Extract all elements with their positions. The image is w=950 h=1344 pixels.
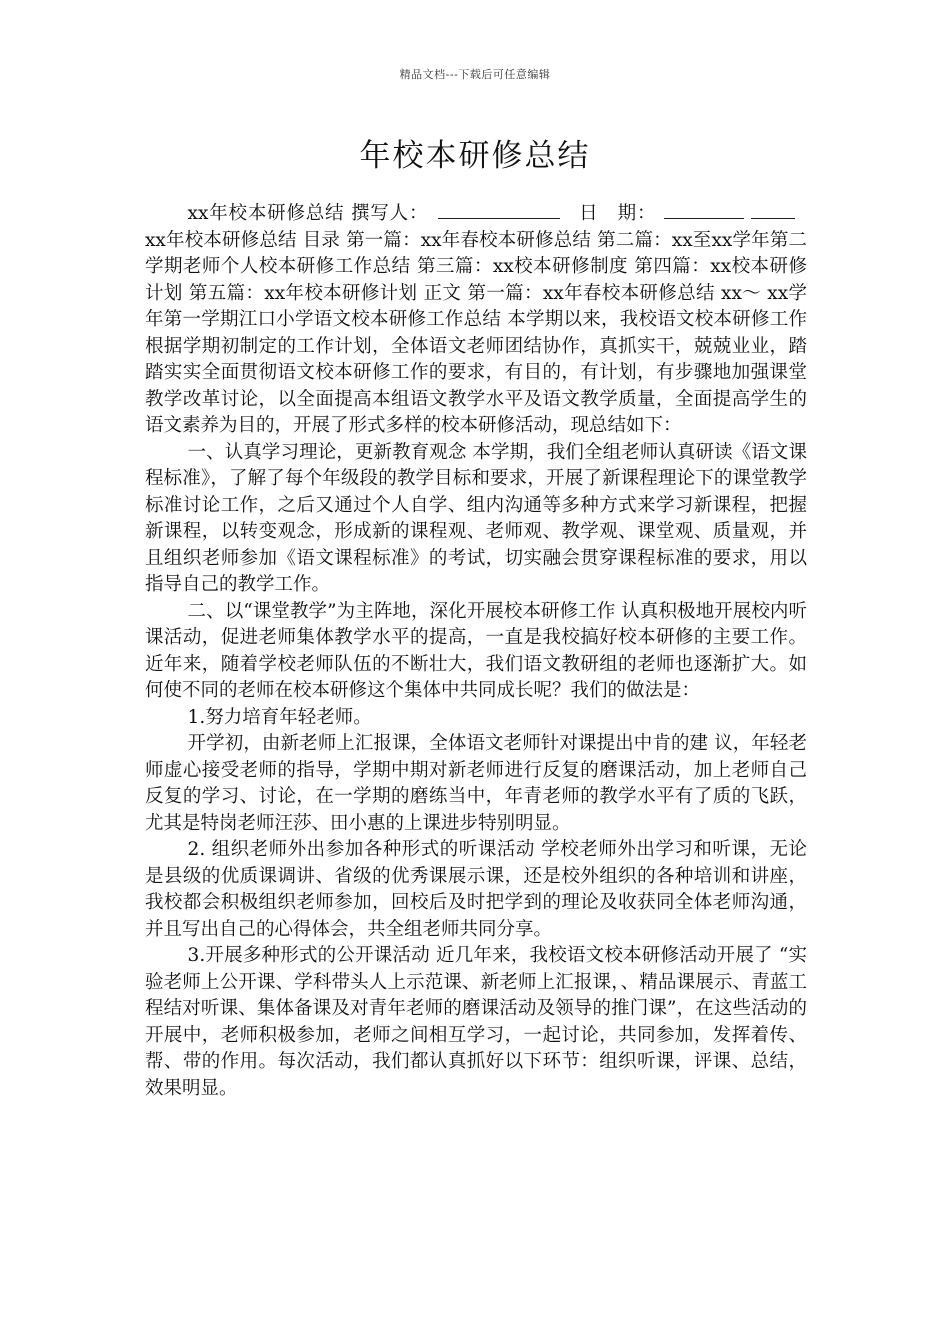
document-title: 年校本研修总结 [359, 138, 591, 174]
date-blank-line [664, 200, 744, 219]
body-paragraph-2: 二、以“课堂教学”为主阵地，深化开展校本研修工作 认真积极地开展校内听课活动，促进老师集体教学水平的提高，一直是我校搞好校本研修的主要工作。近年来，随着学校老师队伍的不断壮大，我们语文教研组的老师也逐渐扩大。如何使不同的老师在校本研修这个集体中共同成长呢？我们的做法是： [145, 600, 807, 701]
body-paragraph-1: 一、认真学习理论，更新教育观念 本学期，我们全组老师认真研读《语文课程标准》，了解了每个年级段的教学目标和要求，开展了新课程理论下的课堂教学标准讨论工作，之后又通过个人自学、组内沟通等多种方式来学习新课程，把握新课程，以转变观念，形成新的课程观、老师观、教学观、课堂观、质量观，并且组织老师参加《语文课程标准》的考试，切实融会贯穿课程标准的要求，用以指导自己的教学工作。 [145, 441, 807, 595]
table-of-contents-text: xx年校本研修总结 目录 第一篇：xx年春校本研修总结 第二篇：xx至xx学年第二学期老师个人校本研修工作总结 第三篇：xx校本研修制度 第四篇：xx校本研修计划 第五篇：xx年校本研修计划 正文 第一篇：xx年春校本研修总结 xx～ xx学年第一学期江口小学语文校本研修工作总结 本学期以来，我校语文校本研修工作根据学期初制定的工作计划，全体语文老师团结协作，真抓实干，兢兢业业，踏踏实实全面贯彻语文校本研修工作的要求，有目的，有计划，有步骤地加强课堂教学改革讨论，以全面提高本组语文教学水平及语文教学质量，全面提高学生的语文素养为目的，开展了形式多样的校本研修活动，现总结如下： [145, 229, 807, 436]
body-paragraph-6: 3.开展多种形式的公开课活动 近几年来，我校语文校本研修活动开展了 “实验老师上公开课、学科带头人上示范课、新老师上汇报课，、精品课展示、青蓝工程结对听课、集体备课及对青年老师的磨课活动及领导的推门课”，在这些活动的开展中，老师积极参加，老师之间相互学习，一起讨论，共同参加，发挥着传、帮、带的作用。每次活动，我们都认真抓好以下环节：组织听课，评课、总结，效果明显。 [145, 945, 807, 1099]
document-body [145, 200, 807, 1102]
body-paragraph-5: 2. 组织老师外出参加各种形式的听课活动 学校老师外出学习和听课，无论是县级的优质课调讲、省级的优秀课展示课，还是校外组织的各种培训和讲座，我校都会积极组织老师参加，回校后及时把学到的理论及收获同全体老师沟通，并且写出自己的心得体会，共全组老师共同分享。 [145, 839, 807, 940]
meta-prefix: xx年校本研修总结 撰写人： [187, 203, 429, 224]
page-header-note: 精品文档---下载后可任意编辑 [399, 68, 551, 81]
author-blank-line [438, 200, 560, 219]
body-paragraph-4: 开学初，由新老师上汇报课，全体语文老师针对课提出中肯的建 议，年轻老师虚心接受老师的指导，学期中期对新老师进行反复的磨课活动，加上老师自己反复的学习、讨论，在一学期的磨练当中，年青老师的教学水平有了质的飞跃，尤其是特岗老师汪莎、田小惠的上课进步特别明显。 [145, 733, 807, 834]
body-paragraph-3: 1.努力培育年轻老师。 [187, 706, 372, 728]
meta-paragraph [145, 200, 807, 440]
date-label: 日 期： [578, 203, 657, 224]
date-blank-line-continued [751, 200, 795, 219]
